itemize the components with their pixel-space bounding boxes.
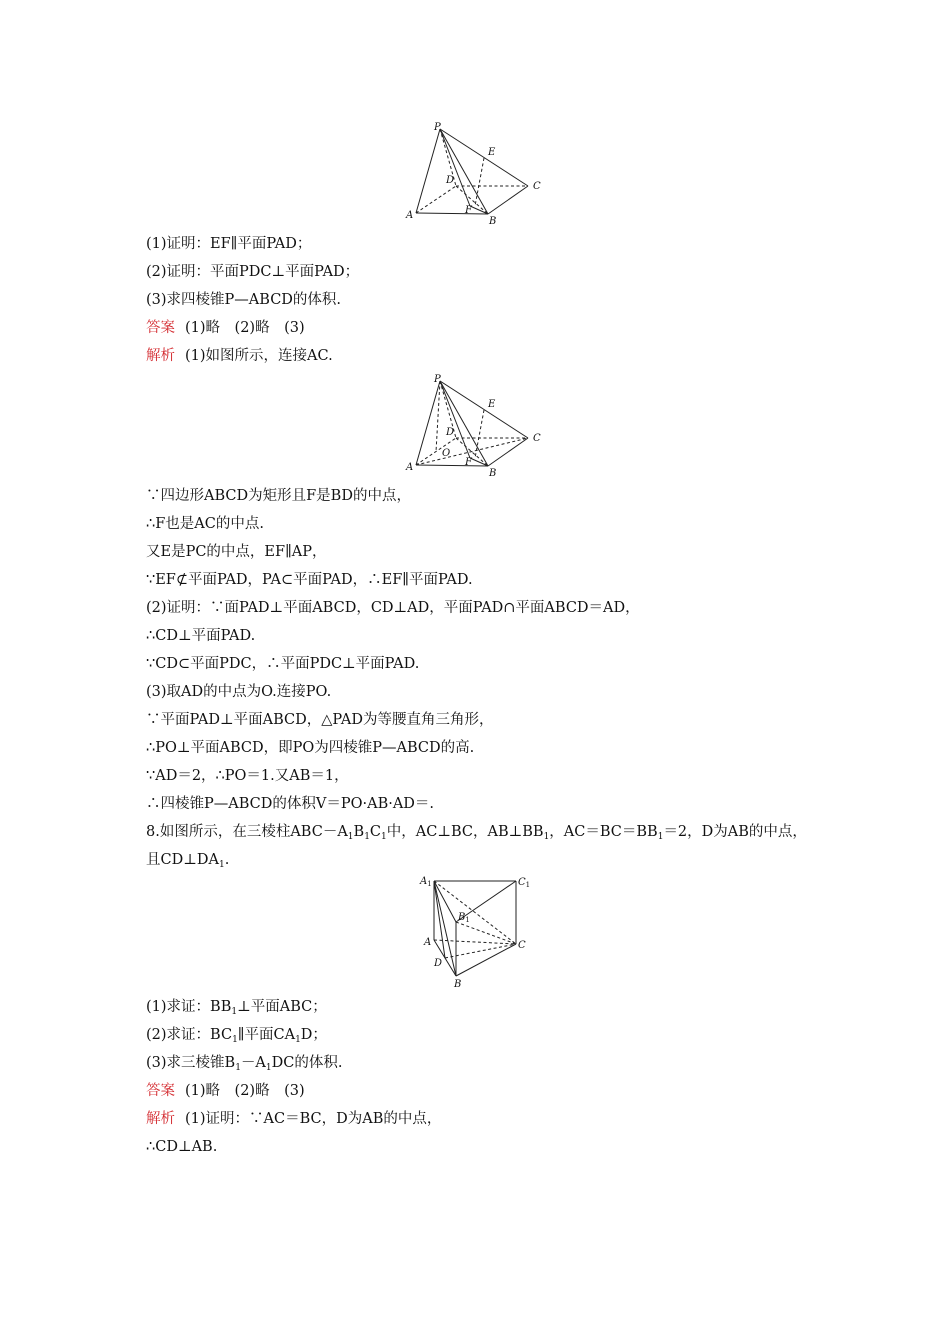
- label-B: B: [489, 468, 497, 479]
- solution-line-12: ∴四棱锥P—ABCD的体积V＝PO·AB·AD＝.: [146, 796, 435, 812]
- q7-part1: (1)证明：EF∥平面PAD；: [146, 236, 312, 252]
- label-A: A: [406, 210, 414, 221]
- solution-line-1: ∵四边形ABCD为矩形且F是BD的中点，: [146, 488, 411, 504]
- figure-prism: [418, 872, 538, 990]
- q8-part1: (1)求证：$BB_1\perp$平面ABC；: [146, 999, 327, 1017]
- label-C1: $C_1$: [518, 877, 531, 889]
- label-E: E: [488, 399, 496, 410]
- answer-text: (1)略 (2)略 (3): [185, 1083, 305, 1099]
- label-O: O: [442, 448, 451, 459]
- figure-pyramid-1: [400, 118, 560, 228]
- q7-part3: (3)求四棱锥P—ABCD的体积.: [146, 292, 342, 308]
- solution-line-9: ∵平面PAD⊥平面ABCD，△PAD为等腰直角三角形，: [146, 712, 494, 728]
- q8-stem-2: 且$CD\perp DA_1$.: [146, 852, 230, 870]
- label-D: D: [434, 958, 443, 969]
- analysis-label: 解析: [146, 348, 175, 364]
- solution-line-3: 又E是PC的中点，EF∥AP，: [146, 544, 327, 560]
- q8-part2: (2)求证：$BC_1\parallel$平面$CA_1D$；: [146, 1027, 327, 1045]
- solution-line-5: (2)证明：∵面PAD⊥平面ABCD，CD⊥AD，平面PAD∩平面ABCD＝AD，: [146, 600, 640, 616]
- solution-line-4: ∵EF⊄平面PAD，PA⊂平面PAD，∴EF∥平面PAD.: [146, 572, 473, 588]
- q8-stem: 8.如图所示，在三棱柱$ABC-A_1B_1C_1$中，AC⊥BC，$AB\perp BB_1$，$AC=BC=BB_1=2$，D为AB的中点，: [146, 824, 807, 842]
- label-B: B: [489, 216, 497, 227]
- label-F: F: [465, 457, 472, 468]
- label-P: P: [434, 374, 441, 385]
- label-B: B: [454, 979, 462, 990]
- q7-answer: [146, 318, 305, 338]
- label-C: C: [518, 940, 526, 951]
- q8-part3: (3)求三棱锥$B_1-A_1DC$的体积.: [146, 1055, 343, 1073]
- q7-part2: (2)证明：平面PDC⊥平面PAD；: [146, 264, 360, 280]
- label-B1: $B_1$: [458, 912, 470, 924]
- analysis-text: (1)证明：∵AC＝BC，D为AB的中点，: [185, 1111, 442, 1127]
- solution-line-11: ∵AD＝2，∴PO＝1.又AB＝1，: [146, 768, 349, 784]
- solution-line-10: ∴PO⊥平面ABCD，即PO为四棱锥P—ABCD的高.: [146, 740, 475, 756]
- label-C: C: [533, 181, 541, 192]
- q8-answer: [146, 1081, 305, 1101]
- analysis-text: (1)如图所示，连接AC.: [185, 348, 333, 364]
- label-A: A: [424, 937, 432, 948]
- q8-analysis: [146, 1109, 441, 1129]
- label-A1: $A_1$: [420, 876, 432, 888]
- label-A: A: [406, 462, 414, 473]
- analysis-label: 解析: [146, 1111, 175, 1127]
- label-F: F: [465, 205, 472, 216]
- label-E: E: [488, 147, 496, 158]
- label-D: D: [446, 427, 455, 438]
- answer-label: 答案: [146, 1083, 175, 1099]
- solution-line-6: ∴CD⊥平面PAD.: [146, 628, 256, 644]
- q7-analysis: [146, 346, 333, 366]
- solution-line-8: (3)取AD的中点为O.连接PO.: [146, 684, 332, 700]
- label-D: D: [446, 175, 455, 186]
- solution-line-7: ∵CD⊂平面PDC，∴平面PDC⊥平面PAD.: [146, 656, 420, 672]
- solution-line-2: ∴F也是AC的中点.: [146, 516, 264, 532]
- answer-text: (1)略 (2)略 (3): [185, 320, 305, 336]
- label-P: P: [434, 122, 441, 133]
- answer-label: 答案: [146, 320, 175, 336]
- q8-last-line: ∴CD⊥AB.: [146, 1139, 218, 1155]
- figure-pyramid-2: [400, 370, 560, 480]
- label-C: C: [533, 433, 541, 444]
